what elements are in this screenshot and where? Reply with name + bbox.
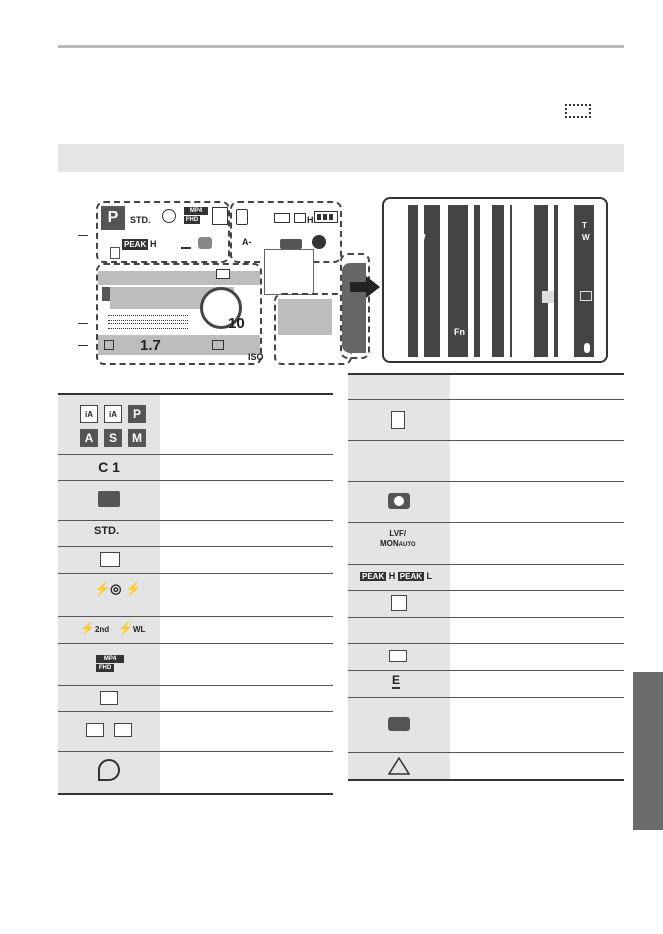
table-rule (58, 573, 333, 574)
wireless-label: WL (132, 625, 146, 634)
mic-icon (584, 343, 590, 353)
zoom-w-label: W (418, 233, 426, 242)
indicator-icon (102, 287, 110, 301)
zoom-w-label: W (582, 233, 590, 242)
manual-mode-icon: M (128, 429, 146, 447)
second-curtain-label: 2nd (94, 625, 110, 634)
panel-stripe (468, 205, 474, 357)
auto-label: AUTO (398, 542, 416, 548)
blank-box-icon (100, 691, 118, 705)
fn-label: Fn (454, 327, 465, 337)
tone-curve-icon (391, 595, 407, 611)
table-rule (348, 590, 624, 591)
iso-text: ISO (248, 352, 264, 362)
table-rule (348, 779, 624, 781)
chapter-side-tab (633, 672, 663, 830)
intelligent-auto-icon: iA (80, 405, 98, 423)
table-rule (58, 793, 333, 795)
metering-icon (104, 340, 114, 350)
table-rule (58, 643, 333, 644)
lock-icon (236, 209, 248, 225)
creative-video-icon (98, 491, 120, 507)
peaking-icons (360, 571, 432, 582)
hi-label: H (307, 215, 314, 225)
arrow-right-icon (350, 276, 380, 298)
mp4-fhd-icon (184, 207, 208, 225)
mon-auto-label (380, 539, 416, 550)
stabilizer-icon (294, 213, 306, 223)
recording-mode-icon: P (101, 206, 125, 230)
drive-mode-icon (274, 213, 290, 223)
table-rule (348, 481, 624, 482)
picture-icon (100, 552, 120, 567)
table-rule (58, 685, 333, 686)
table-rule (58, 616, 333, 617)
aperture-value: 1.7 (140, 337, 161, 354)
mp4-label: MP4 (184, 207, 208, 215)
battery-icon (314, 211, 338, 223)
iso-label (248, 347, 264, 365)
battery-cell (317, 214, 321, 220)
panel-icon (542, 291, 554, 303)
table-rule (58, 546, 333, 547)
table-rule (348, 670, 624, 671)
exposure-comp-icon (212, 340, 224, 350)
electronic-shutter-icon: E (392, 673, 401, 687)
blank-box-icon (86, 723, 104, 737)
mon-label: MON (380, 539, 399, 548)
panel-column (408, 205, 440, 357)
section-heading-bar (58, 144, 624, 172)
callout-line (78, 345, 88, 346)
card-insert-icon (391, 411, 405, 429)
fhd-label: FHD (185, 217, 199, 223)
flash-icon (162, 209, 176, 223)
zoom-t-label: T (582, 221, 587, 230)
histogram (264, 249, 314, 295)
custom-mode-icon: C 1 (98, 459, 120, 475)
panel-stripe (504, 205, 510, 357)
callout-line (78, 235, 88, 236)
table-rule (58, 454, 333, 455)
dotted-frame-icon (565, 104, 591, 118)
flash-2nd-curtain-icon: ⚡2nd (80, 621, 110, 635)
table-rule (348, 643, 624, 644)
audio-level-meter (108, 323, 188, 329)
battery-cell (323, 214, 327, 220)
table-rule (348, 564, 624, 565)
movie-camera-icon (388, 717, 410, 731)
aperture-priority-icon: A (80, 429, 98, 447)
flash-redeye-icon: ⚡◎ ⚡ (94, 581, 142, 596)
left-icon-table (58, 393, 333, 795)
lvf-label: LVF/ (389, 529, 407, 538)
zoom-t-label: T (418, 221, 423, 230)
program-mode-icon: P (128, 405, 146, 423)
electronic-shutter-icon (181, 237, 191, 249)
info-bar-bottom (98, 335, 260, 355)
table-rule (58, 711, 333, 712)
table-rule (348, 399, 624, 400)
creative-control-icon (98, 759, 120, 781)
panel-column (534, 205, 558, 357)
flash-wireless-icon: ⚡WL (118, 621, 146, 635)
intelligent-auto-plus-icon: iA (104, 405, 122, 423)
af-area-icon (216, 269, 230, 279)
peaking-label: PEAK (124, 240, 147, 249)
peak-low-level: L (426, 571, 433, 581)
table-rule (348, 440, 624, 441)
recording-dot-icon (312, 235, 326, 249)
info-bar-top (98, 271, 260, 285)
table-rule (58, 520, 333, 521)
table-rule (348, 522, 624, 523)
panel-stripe (548, 205, 554, 357)
camera-shake-icon (280, 239, 302, 249)
peak-high-icon: PEAK (362, 572, 385, 581)
camera-icon (388, 493, 410, 509)
table-rule (58, 751, 333, 752)
photo-style-icon: STD. (94, 525, 120, 537)
photo-style-label: STD. (130, 215, 151, 225)
picture-size-box (212, 207, 228, 225)
touch-icons-block (278, 299, 332, 335)
callout-line (78, 323, 88, 324)
table-rule (348, 697, 624, 698)
table-rule (58, 480, 333, 481)
mp4-fhd-icon (96, 655, 124, 673)
peak-high-level: H (388, 571, 396, 581)
shutter-priority-icon: S (104, 429, 122, 447)
table-rule (348, 752, 624, 753)
blank-box-icon (114, 723, 132, 737)
self-timer-count: 10 (228, 315, 245, 332)
right-icon-table (348, 373, 624, 781)
table-rule (348, 617, 624, 618)
panel-stripe (594, 205, 600, 357)
stabilizer-icon (389, 650, 407, 662)
peak-low-icon: PEAK (399, 572, 422, 581)
lvf-mon-auto-icon (380, 529, 416, 550)
mp4-label: MP4 (96, 655, 124, 663)
peaking-level: H (150, 239, 157, 249)
audio-level-meter (108, 315, 188, 321)
camera-lens (394, 496, 404, 506)
movie-camera-icon (198, 237, 212, 249)
awb-label: A- (242, 237, 252, 247)
card-icon (110, 247, 120, 259)
touch-panel-diagram (382, 197, 608, 363)
exposure-icon (580, 291, 592, 301)
warning-camera-icon (388, 757, 410, 775)
monitor-display-diagram (84, 195, 370, 368)
top-rule (58, 45, 624, 48)
battery-cell (329, 214, 333, 220)
fhd-label: FHD (96, 664, 114, 672)
